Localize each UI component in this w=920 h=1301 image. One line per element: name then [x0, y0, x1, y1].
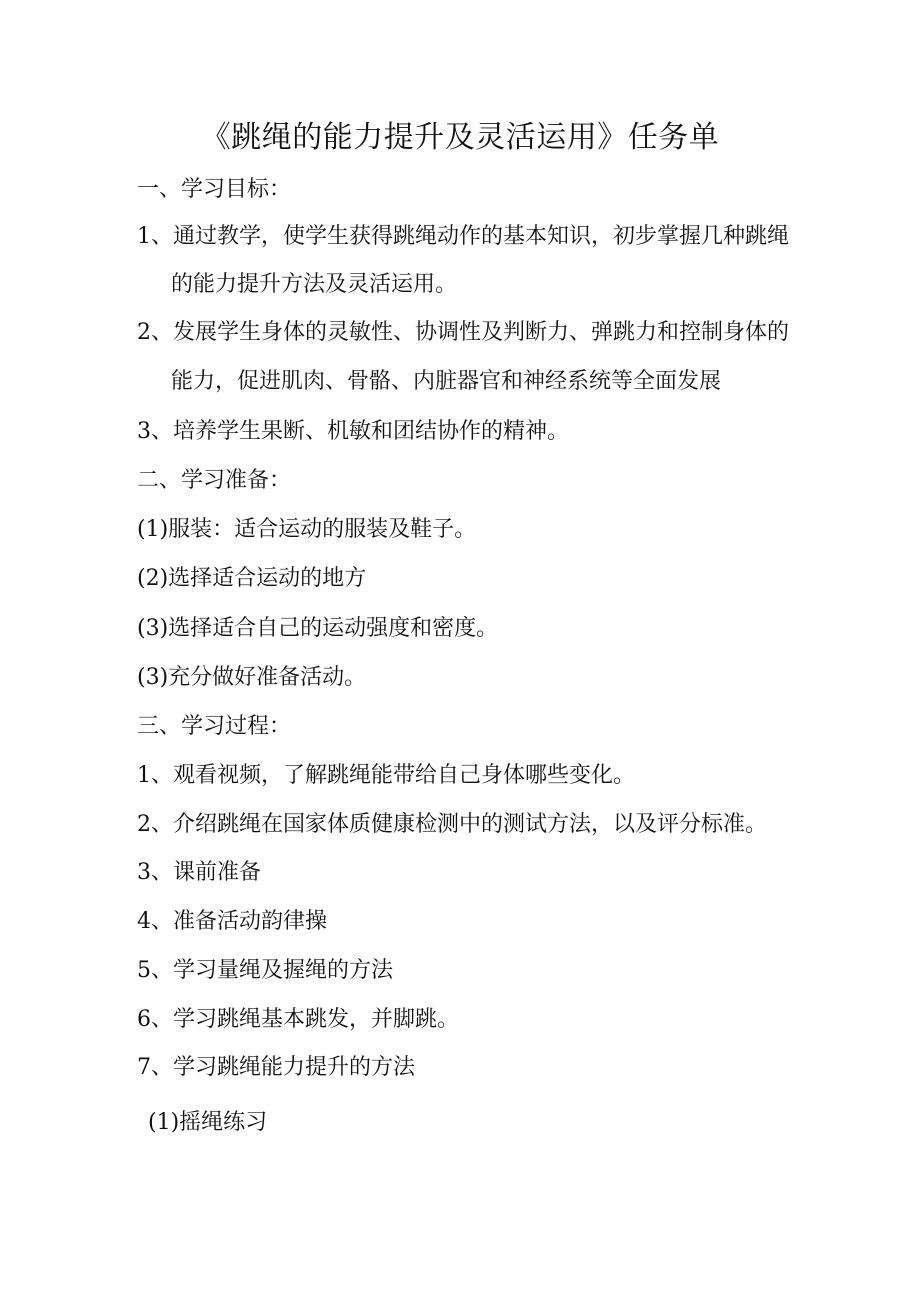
section-heading-objectives: 一、学习目标： [137, 177, 292, 202]
process-step: 6、学习跳绳基本跳发，并脚跳。 [137, 1007, 459, 1032]
process-step: 7、学习跳绳能力提升的方法 [137, 1055, 415, 1080]
preparation-item: (2)选择适合运动的地方 [137, 566, 367, 591]
objective-2-line-1: 2、发展学生身体的灵敏性、协调性及判断力、弹跳力和控制身体的 [137, 320, 789, 345]
process-step: 5、学习量绳及握绳的方法 [137, 958, 393, 983]
document-title: 《跳绳的能力提升及灵活运用》任务单 [200, 120, 720, 155]
objective-1-line-1: 1、通过教学，使学生获得跳绳动作的基本知识，初步掌握几种跳绳 [137, 224, 789, 249]
section-heading-process: 三、学习过程： [137, 714, 292, 739]
process-substep: (1)摇绳练习 [148, 1110, 268, 1135]
preparation-item: (1)服装：适合运动的服装及鞋子。 [137, 517, 477, 542]
objective-1-line-2: 的能力提升方法及灵活运用。 [171, 272, 458, 297]
objective-2-line-2: 能力，促进肌肉、骨骼、内脏器官和神经系统等全面发展 [171, 369, 722, 394]
process-step: 1、观看视频，了解跳绳能带给自己身体哪些变化。 [137, 763, 635, 788]
objective-3: 3、培养学生果断、机敏和团结协作的精神。 [137, 419, 569, 444]
process-step: 4、准备活动韵律操 [137, 909, 327, 934]
preparation-item: (3)选择适合自己的运动强度和密度。 [137, 616, 499, 641]
process-step: 2、介绍跳绳在国家体质健康检测中的测试方法，以及评分标准。 [137, 812, 767, 837]
process-step: 3、课前准备 [137, 860, 261, 885]
preparation-item: (3)充分做好准备活动。 [137, 665, 367, 690]
section-heading-preparation: 二、学习准备： [137, 468, 292, 493]
